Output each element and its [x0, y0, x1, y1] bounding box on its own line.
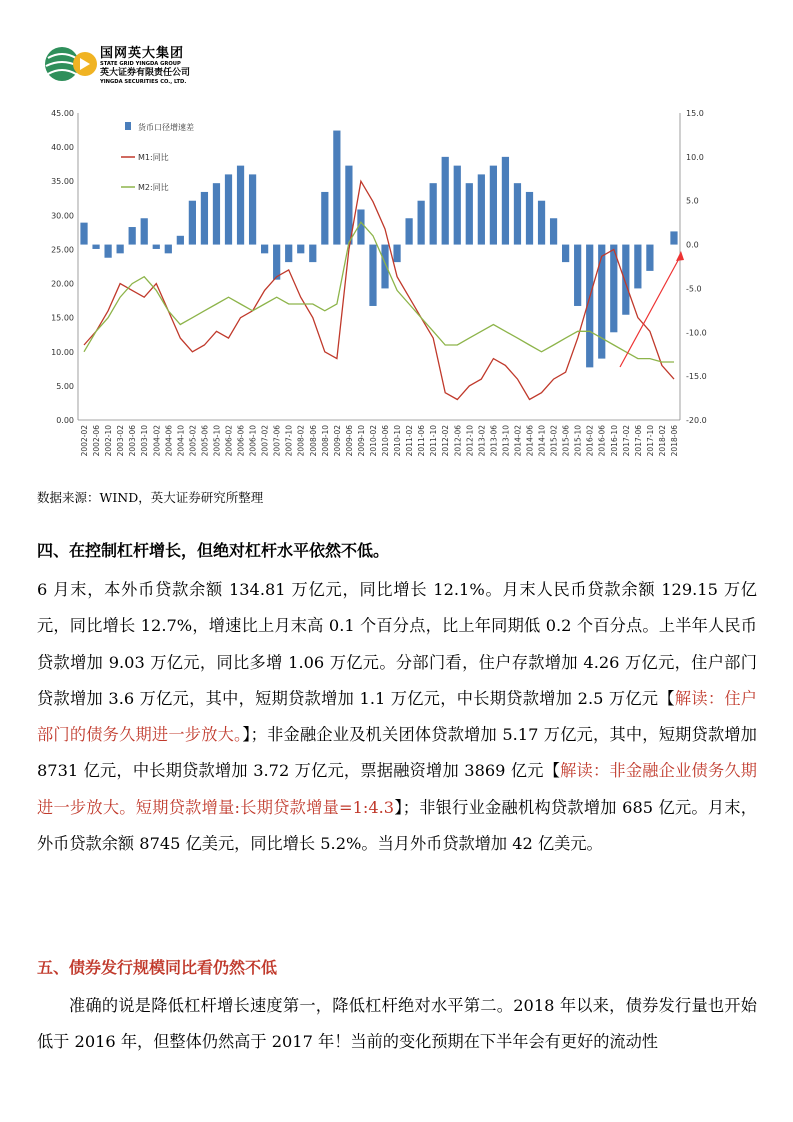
- x-tick-label: 2013-02: [477, 425, 487, 457]
- x-tick-label: 2006-02: [224, 425, 234, 457]
- x-tick-label: 2017-06: [633, 425, 643, 457]
- bar-2003-10: [141, 218, 148, 244]
- bar-2003-06: [129, 227, 136, 245]
- x-tick-label: 2012-02: [441, 425, 451, 457]
- company-name-cn: 国网英大集团: [100, 46, 185, 61]
- x-tick-label: 2006-10: [248, 425, 258, 457]
- right-tick-label: -5.0: [686, 284, 702, 294]
- money-supply-chart: [40, 105, 740, 475]
- left-tick-label: 35.00: [51, 177, 74, 187]
- x-tick-label: 2015-06: [561, 425, 571, 457]
- bar-2004-02: [153, 245, 160, 249]
- bar-2013-06: [490, 166, 497, 245]
- x-tick-label: 2008-06: [308, 425, 318, 457]
- bar-2014-02: [514, 183, 521, 244]
- x-tick-label: 2009-06: [344, 425, 354, 457]
- x-tick-label: 2004-10: [176, 425, 186, 457]
- bar-2007-10: [285, 245, 292, 263]
- bar-2011-02: [405, 218, 412, 244]
- x-tick-label: 2002-06: [92, 425, 102, 457]
- m2-line: [84, 222, 674, 362]
- x-tick-label: 2016-02: [585, 425, 595, 457]
- x-tick-label: 2003-06: [128, 425, 138, 457]
- bar-2004-06: [165, 245, 172, 254]
- bar-2018-06: [670, 231, 677, 244]
- left-tick-label: 40.00: [51, 143, 74, 153]
- m1-line: [84, 181, 674, 399]
- bar-2010-02: [369, 245, 376, 306]
- x-tick-label: 2015-02: [549, 425, 559, 457]
- x-tick-label: 2003-10: [140, 425, 150, 457]
- bar-2017-02: [622, 245, 629, 315]
- x-tick-label: 2006-06: [236, 425, 246, 457]
- interpretation-note-2: 解读：非金融企业债务久期进一步放大。短期贷款增量:长期贷款增量=1:4.3: [37, 761, 757, 817]
- company-name-block: [100, 46, 190, 86]
- bar-2017-10: [646, 245, 653, 271]
- x-tick-label: 2007-06: [272, 425, 282, 457]
- x-tick-label: 2011-02: [405, 425, 415, 457]
- x-tick-label: 2018-02: [657, 425, 667, 457]
- x-tick-label: 2012-06: [453, 425, 463, 457]
- x-tick-label: 2014-10: [537, 425, 547, 457]
- x-tick-label: 2014-02: [513, 425, 523, 457]
- left-tick-label: 20.00: [51, 279, 74, 289]
- company-name-en: STATE GRID YINGDA GROUP: [100, 61, 181, 67]
- x-tick-label: 2014-06: [525, 425, 535, 457]
- bar-2013-10: [502, 157, 509, 245]
- bar-2010-06: [381, 245, 388, 289]
- bar-2005-06: [201, 192, 208, 245]
- right-tick-label: 15.0: [686, 109, 704, 118]
- bar-2016-06: [598, 245, 605, 359]
- x-tick-label: 2010-10: [393, 425, 403, 457]
- x-tick-label: 2012-10: [465, 425, 475, 457]
- subsidiary-name-en: YINGDA SECURITIES CO., LTD.: [100, 79, 187, 85]
- x-tick-label: 2002-02: [80, 425, 90, 457]
- paragraph-text-1: 6 月末，本外币贷款余额 134.81 万亿元，同比增长 12.1%。月末人民币贷款余额 129.15 万亿元，同比增长 12.7%，增速比上月末高 0.1 个百分点，比上年同期低 0.2 个百分点。上半年人民币贷款增加 9.03 万亿元，同比多增 1.06 万亿元。分部门看，住户存款增加 4.26 万亿元，住户部门贷款增加 3.6 万亿元，其中，短期贷款增加 1.1 万亿元，中长期贷款增加 2.5 万亿元【: [37, 580, 757, 708]
- bar-2003-02: [117, 245, 124, 254]
- x-tick-label: 2011-10: [429, 425, 439, 457]
- x-tick-label: 2008-02: [296, 425, 306, 457]
- bar-2007-06: [273, 245, 280, 280]
- section-4-heading: 四、在控制杠杆增长，但绝对杠杆水平依然不低。: [37, 541, 390, 560]
- right-tick-label: -10.0: [686, 328, 707, 338]
- legend-label: M1:同比: [138, 153, 169, 162]
- x-tick-label: 2013-10: [501, 425, 511, 457]
- x-tick-label: 2005-02: [188, 425, 198, 457]
- x-tick-label: 2009-02: [332, 425, 342, 457]
- x-tick-label: 2016-06: [597, 425, 607, 457]
- bar-2005-02: [189, 201, 196, 245]
- bar-2006-10: [249, 174, 256, 244]
- x-tick-label: 2003-02: [116, 425, 126, 457]
- bar-2006-02: [225, 174, 232, 244]
- x-tick-label: 2002-10: [104, 425, 114, 457]
- bar-2015-06: [562, 245, 569, 263]
- right-tick-label: -20.0: [686, 416, 707, 425]
- bar-2007-02: [261, 245, 268, 254]
- legend-swatch-bar: [125, 122, 131, 130]
- left-tick-label: 30.00: [51, 211, 74, 221]
- legend-label: M2:同比: [138, 183, 169, 192]
- x-tick-label: 2008-10: [320, 425, 330, 457]
- bar-2008-02: [297, 245, 304, 254]
- x-tick-label: 2010-02: [368, 425, 378, 457]
- left-tick-label: 10.00: [51, 347, 74, 357]
- x-tick-label: 2007-02: [260, 425, 270, 457]
- x-tick-label: 2010-06: [381, 425, 391, 457]
- bar-2006-06: [237, 166, 244, 245]
- bar-2014-06: [526, 192, 533, 245]
- x-tick-label: 2018-06: [669, 425, 679, 457]
- interpretation-note-1: 解读：住户部门的债务久期进一步放大。: [37, 688, 757, 745]
- x-tick-label: 2005-06: [200, 425, 210, 457]
- bar-2015-10: [574, 245, 581, 306]
- paragraph-text-2: 】；非金融企业及机关团体贷款增加 5.17 万亿元，其中，短期贷款增加 8731 亿元，中长期贷款增加 3.72 万亿元，票据融资增加 3869 亿元【: [37, 725, 757, 781]
- bar-2012-06: [454, 166, 461, 245]
- bar-2008-06: [309, 245, 316, 263]
- x-tick-label: 2004-02: [152, 425, 162, 457]
- x-tick-label: 2016-10: [609, 425, 619, 457]
- bar-2005-10: [213, 183, 220, 244]
- x-tick-label: 2013-06: [489, 425, 499, 457]
- bar-2014-10: [538, 201, 545, 245]
- legend-label: 货币口径增速差: [138, 123, 194, 132]
- left-tick-label: 5.00: [56, 381, 74, 391]
- section-5-heading: 五、债券发行规模同比看仍然不低: [37, 958, 278, 977]
- bar-2002-02: [80, 223, 87, 245]
- left-tick-label: 45.00: [51, 109, 74, 118]
- subsidiary-name-cn: 英大证券有限责任公司: [100, 68, 191, 78]
- bar-2011-10: [430, 183, 437, 244]
- left-tick-label: 15.00: [51, 313, 74, 323]
- bar-2013-02: [478, 174, 485, 244]
- bar-2011-06: [418, 201, 425, 245]
- right-tick-label: 0.0: [686, 240, 699, 250]
- bar-2012-10: [466, 183, 473, 244]
- x-tick-label: 2017-02: [621, 425, 631, 457]
- section-5-paragraph: 准确的说是降低杠杆增长速度第一，降低杠杆绝对水平第二。2018 年以来，债券发行量也开始低于 2016 年，但整体仍然高于 2017 年！当前的变化预期在下半年会有更好的流动性: [37, 996, 757, 1052]
- x-tick-label: 2005-10: [212, 425, 222, 457]
- x-tick-label: 2007-10: [284, 425, 294, 457]
- bar-2017-06: [634, 245, 641, 289]
- bar-2015-02: [550, 218, 557, 244]
- data-source-note: 数据来源：WIND，英大证券研究所整理: [37, 490, 264, 505]
- bar-2002-06: [92, 245, 99, 249]
- paragraph-text-3: 】；非银行业金融机构贷款增加 685 亿元。月末，外币贷款余额 8745 亿美元，同比增长 5.2%。当月外币贷款增加 42 亿美元。: [37, 797, 757, 854]
- x-tick-label: 2017-10: [645, 425, 655, 457]
- bar-2009-02: [333, 131, 340, 245]
- left-tick-label: 25.00: [51, 245, 74, 255]
- x-tick-label: 2004-06: [164, 425, 174, 457]
- bar-2008-10: [321, 192, 328, 245]
- bar-2012-02: [442, 157, 449, 245]
- x-tick-label: 2011-06: [417, 425, 427, 457]
- bar-2010-10: [393, 245, 400, 263]
- bar-2004-10: [177, 236, 184, 245]
- right-tick-label: -15.0: [686, 372, 707, 382]
- x-tick-label: 2015-10: [573, 425, 583, 457]
- left-tick-label: 0.00: [56, 416, 74, 425]
- right-tick-label: 10.0: [686, 152, 704, 162]
- section-4-paragraph: [37, 572, 757, 862]
- x-tick-label: 2009-10: [356, 425, 366, 457]
- right-tick-label: 5.0: [686, 196, 699, 206]
- bar-2002-10: [104, 245, 111, 258]
